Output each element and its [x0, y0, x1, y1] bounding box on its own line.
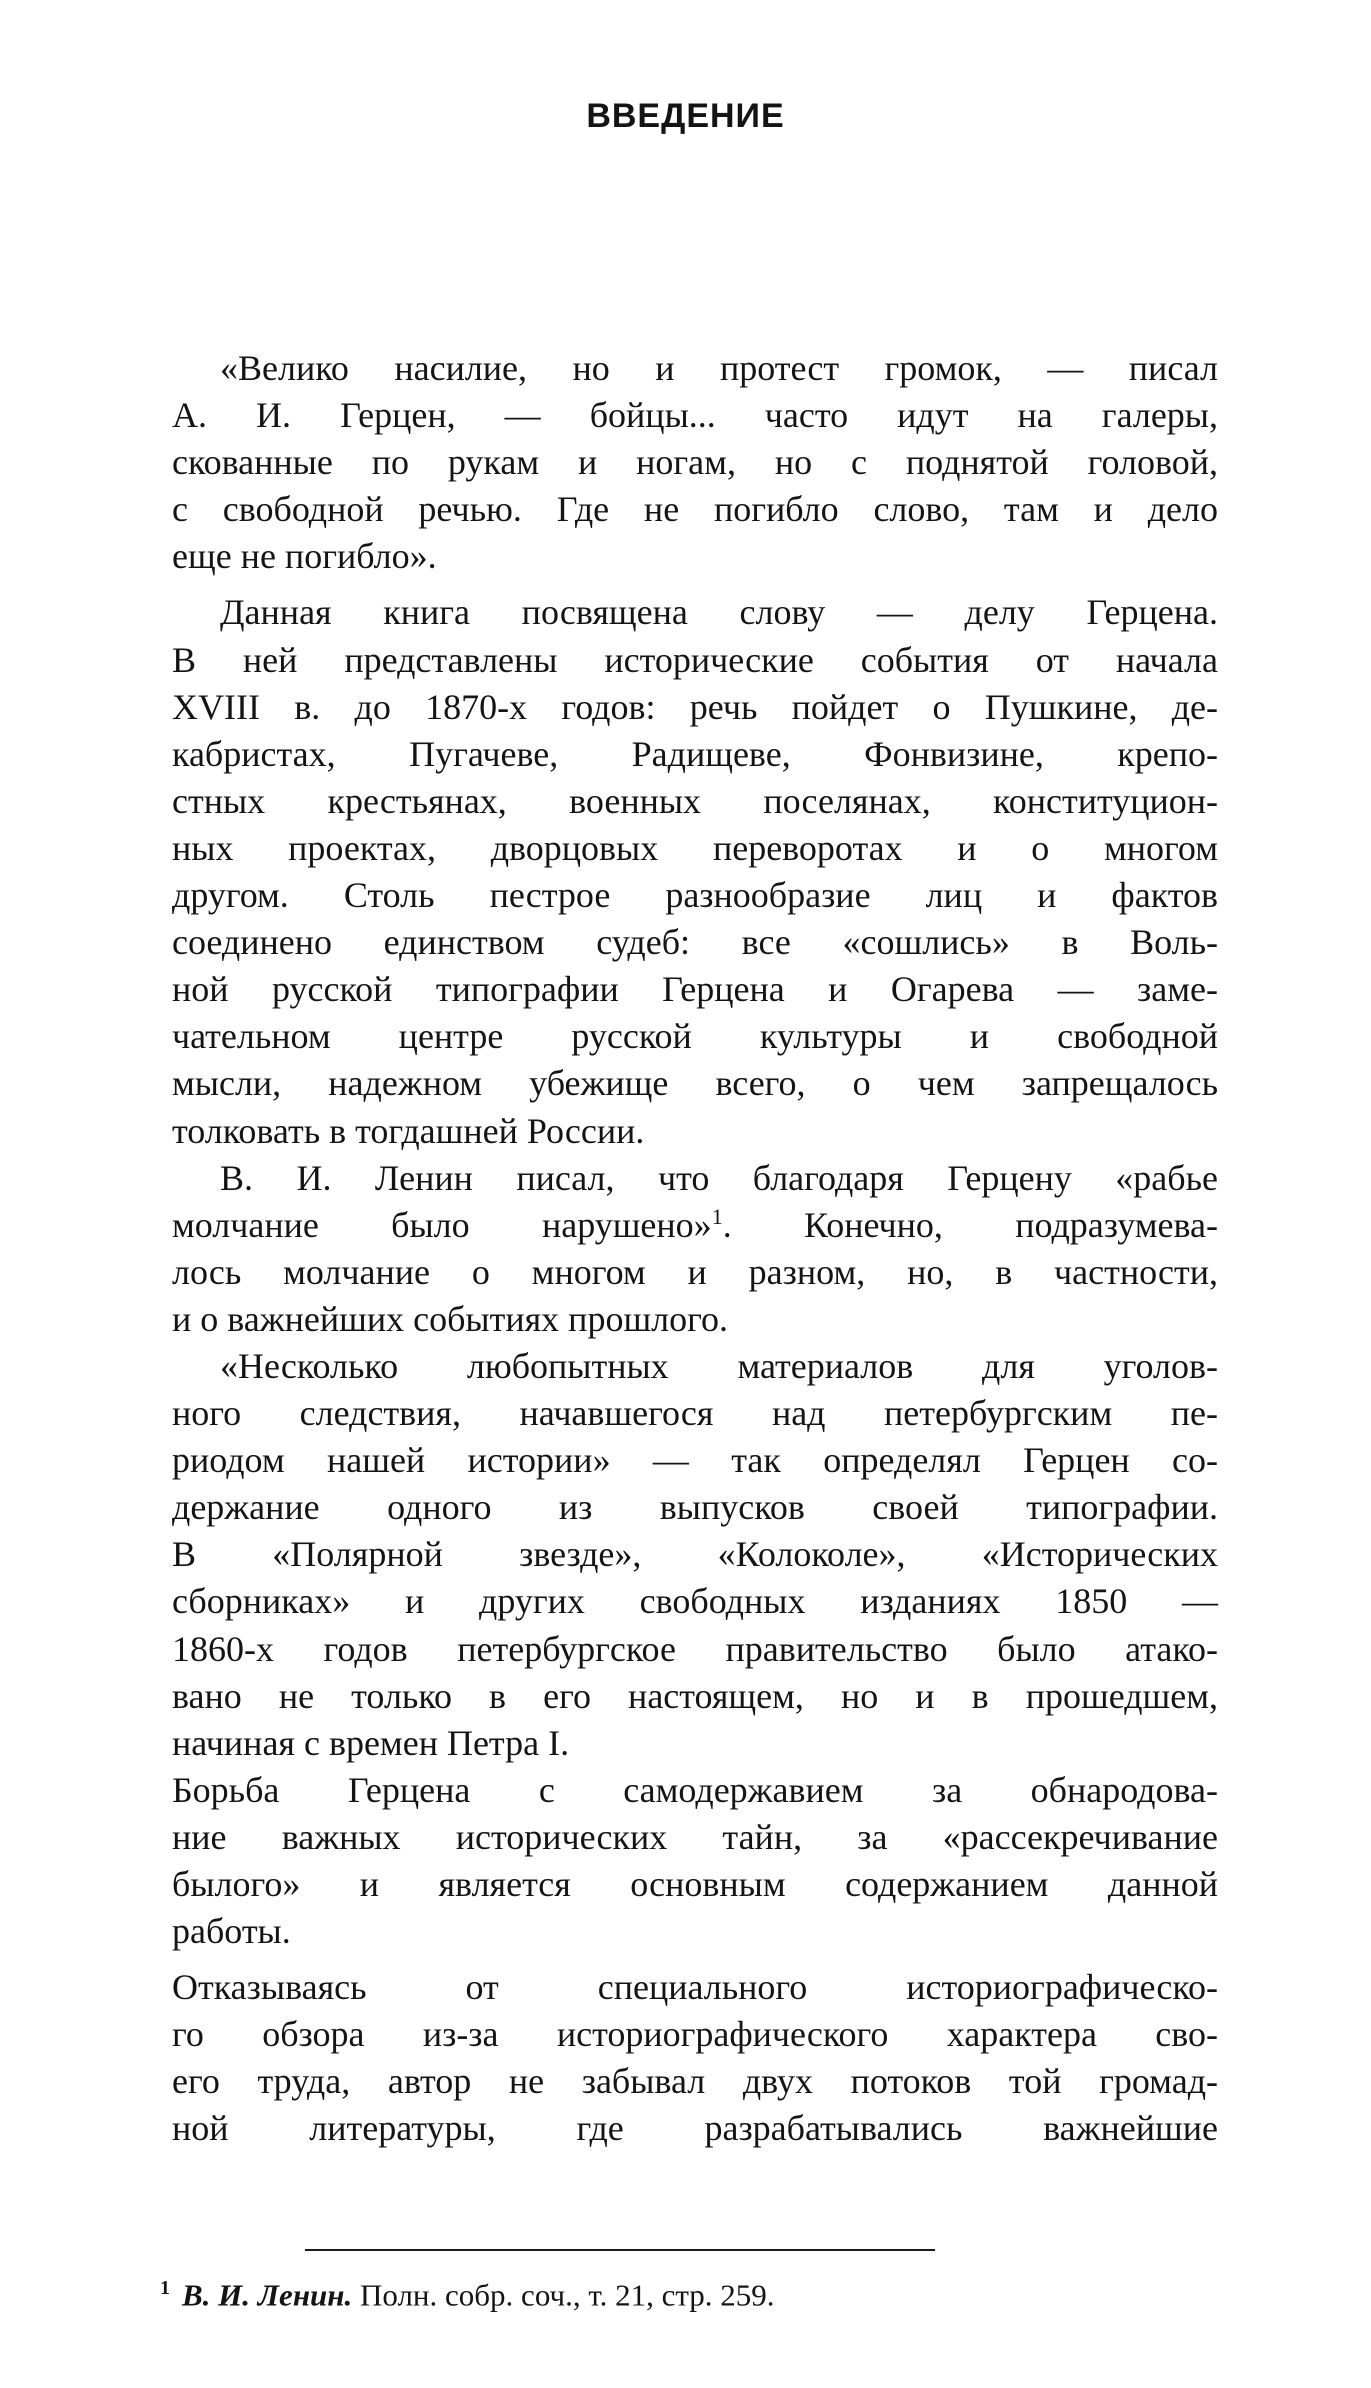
footnote — [160, 2277, 775, 2313]
text-line: былого» и является основным содержанием данной — [172, 1864, 1218, 1904]
text-line: чательном центре русской культуры и свободной — [172, 1016, 1218, 1057]
text-line: Данная книга посвящена слову — делу Герцена. — [220, 592, 1218, 633]
text-line: В. И. Ленин писал, что благодаря Герцену «рабье — [220, 1157, 1218, 1198]
text-line: соединено единством судеб: все «сошлись» в Воль- — [172, 922, 1218, 963]
text-line: работы. — [172, 1911, 291, 1952]
text-line: толковать в тогдашней России. — [172, 1110, 645, 1151]
footnote-text: Полн. собр. соч., т. 21, стр. 259. — [359, 2277, 775, 2313]
text-line: начиная с времен Петра I. — [172, 1722, 570, 1763]
text-fragment: молчание было нарушено» — [172, 1204, 712, 1245]
text-line: Отказываясь от специального историографическо- — [172, 1967, 1218, 2008]
body-text — [172, 345, 1218, 2153]
text-line: В «Полярной звезде», «Колоколе», «Исторических — [172, 1534, 1218, 1575]
text-line: ной литературы, где разрабатывались важнейшие — [172, 2108, 1218, 2149]
paragraph-4 — [172, 1343, 1218, 1767]
text-line: держание одного из выпусков своей типографии. — [172, 1487, 1218, 1528]
text-line: скованные по рукам и ногам, но с поднятой головой, — [172, 442, 1218, 483]
text-line: другом. Столь пестрое разнообразие лиц и фактов — [172, 875, 1218, 916]
text-line: ного следствия, начавшегося над петербургским пе- — [172, 1393, 1218, 1434]
text-line: стных крестьянах, военных поселянах, конституцион- — [172, 780, 1218, 821]
text-line: «Несколько любопытных материалов для уголов- — [220, 1345, 1218, 1386]
text-line: го обзора из-за историографического характера сво- — [172, 2014, 1218, 2055]
text-line: еще не погибло». — [172, 536, 437, 577]
text-line: риодом нашей истории» — так определял Герцен со- — [172, 1440, 1218, 1481]
chapter-heading: ВВЕДЕНИЕ — [586, 97, 785, 135]
text-line: кабристах, Пугачеве, Радищеве, Фонвизине, крепо- — [172, 733, 1218, 774]
text-line: Борьба Герцена с самодержавием за обнародова- — [172, 1769, 1218, 1810]
text-line: XVIII в. до 1870-х годов: речь пойдет о Пушкине, де- — [172, 686, 1218, 727]
footnote-author: В. И. Ленин. — [182, 2277, 353, 2313]
text-line: ных проектах, дворцовых переворотах и о многом — [172, 827, 1218, 868]
text-line: вано не только в его настоящем, но и в прошедшем, — [172, 1675, 1218, 1716]
text-line: и о важнейших событиях прошлого. — [172, 1298, 728, 1339]
footnote-reference[interactable]: 1 — [711, 1203, 723, 1229]
paragraph-5 — [172, 1767, 1218, 1955]
footnote-number: 1 — [160, 2277, 170, 2299]
paragraph-3 — [172, 1155, 1218, 1343]
text-line: ние важных исторических тайн, за «рассекречивание — [172, 1816, 1218, 1857]
text-line: с свободной речью. Где не погибло слово, там и дело — [172, 489, 1218, 530]
text-line: А. И. Герцен, — бойцы... часто идут на галеры, — [172, 395, 1218, 436]
text-line: лось молчание о многом и разном, но, в частности, — [172, 1251, 1218, 1292]
text-line: сборниках» и других свободных изданиях 1850 — — [172, 1581, 1218, 1622]
text-line: мысли, надежном убежище всего, о чем запрещалось — [172, 1063, 1218, 1104]
text-line: В ней представлены исторические события от начала — [172, 639, 1218, 680]
text-line: «Велико насилие, но и протест громок, — писал — [220, 348, 1218, 388]
paragraph-1 — [172, 345, 1218, 580]
text-fragment: . Конечно, подразумева- — [722, 1204, 1218, 1245]
text-line-with-footnote — [172, 1202, 1218, 1249]
text-line: ной русской типографии Герцена и Огарева — заме- — [172, 969, 1218, 1010]
paragraph-6 — [172, 1964, 1218, 2152]
text-line: его труда, автор не забывал двух потоков той громад- — [172, 2061, 1218, 2102]
footnote-divider — [305, 2249, 935, 2251]
text-line: 1860-х годов петербургское правительство было атако- — [172, 1628, 1218, 1669]
paragraph-2 — [172, 589, 1218, 1154]
